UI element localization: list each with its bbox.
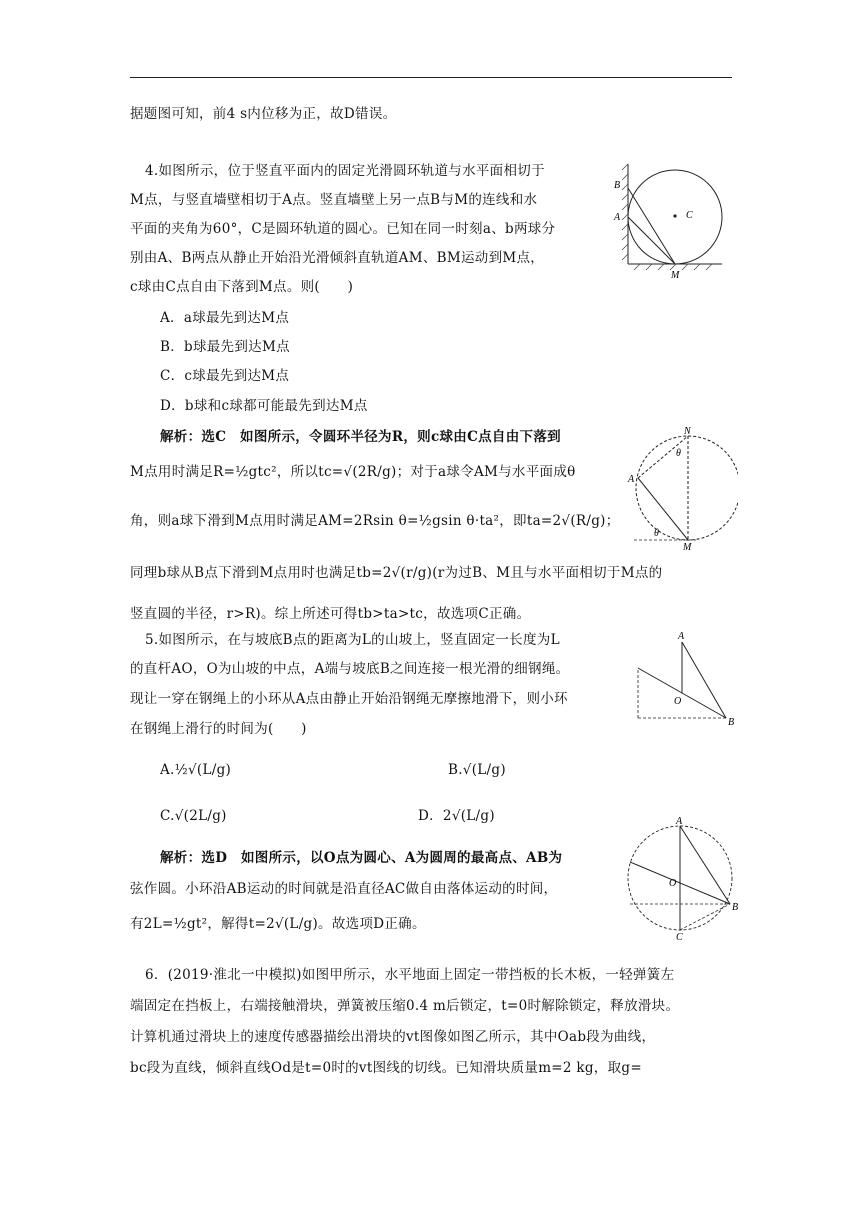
text-line: 角，则a球下滑到M点用时满足AM=2Rsin θ=½gsin θ·ta²，即ta=2√(R/g)； [130,513,620,529]
text-line: c球由C点自由下落到M点。则( ) [130,279,354,295]
label-n: N [684,426,691,437]
label-c: C [686,210,693,221]
label-a: A [614,212,621,223]
label-o: O [669,878,677,889]
question-6-stem: 6．(2019·淮北一中模拟)如图甲所示，水平地面上固定一带挡板的长木板，一轻弹簧左 [145,967,675,983]
text-line: 有2L=½gt²，解得t=2√(L/g)。故选项D正确。 [130,916,426,932]
option-5-b: B.√(L/g) [448,762,506,778]
option-d: D．b球和c球都可能最先到达M点 [160,398,368,414]
solution-4: 解析：选C 如图所示，令圆环半径为R，则c球由C点自由下落到 [160,429,561,445]
text-line: 现让一穿在钢绳上的小环从A点由静止开始沿钢绳无摩擦地滑下，则小环 [130,691,568,707]
solution-5-figure [626,814,742,942]
label-b: B [732,902,739,913]
option-c: C．c球最先到达M点 [160,368,290,384]
option-a: A．a球最先到达M点 [160,310,290,326]
text-line: 平面的夹角为60°，C是圆环轨道的圆心。已知在同一时刻a、b两球分 [130,221,556,237]
slope-figure [630,630,742,728]
label-a: A [628,474,635,485]
question-5-stem: 5.如图所示，在与坡底B点的距离为L的山坡上，竖直固定一长度为L [145,632,560,648]
header-rule [130,77,732,78]
label-o: O [674,696,682,707]
text-line: 在钢绳上滑行的时间为( ) [130,721,307,737]
label-m: M [683,542,692,550]
option-5-a: A.½√(L/g) [160,762,232,778]
label-a: A [676,816,683,827]
solution-5: 解析：选D 如图所示，以O点为圆心、A为圆周的最高点、AB为 [160,850,563,866]
text-line: bc段为直线，倾斜直线Od是t=0时的vt图线的切线。已知滑块质量m=2 kg，取g= [130,1060,642,1076]
theta-label: θ [676,448,681,459]
text-line: 的直杆AO，O为山坡的中点，A端与坡底B之间连接一根光滑的细钢绳。 [130,661,570,677]
circle-track-figure [610,158,735,280]
option-b: B．b球最先到达M点 [160,339,290,355]
label-b: B [614,180,621,191]
label-a: A [678,631,685,642]
text-line: 弦作圆。小环沿AB运动的时间就是沿直径AC做自由落体运动的时间， [130,881,558,897]
question-4-stem: 4.如图所示，位于竖直平面内的固定光滑圆环轨道与水平面相切于 [145,163,545,179]
option-5-d: D．2√(L/g) [418,808,495,824]
option-5-c: C.√(2L/g) [160,808,227,824]
text-line: 同理b球从B点下滑到M点用时也满足tb=2√(r/g)(r为过B、M且与水平面相切于M点的 [130,565,663,581]
text-line: 竖直圆的半径，r>R)。综上所述可得tb>ta>tc，故选项C正确。 [130,606,531,622]
label-c: C [676,932,683,942]
label-b: B [728,717,735,728]
text-line: 端固定在挡板上，右端接触滑块，弹簧被压缩0.4 m后锁定，t=0时解除锁定，释放滑块。 [130,998,680,1014]
text-line: M点用时满足R=½gtc²，所以tc=√(2R/g)；对于a球令AM与水平面成θ [130,464,576,480]
solution-4-figure [626,426,738,550]
text-line: 据题图可知，前4 s内位移为正，故D错误。 [130,106,397,122]
text-line: M点，与竖直墙壁相切于A点。竖直墙壁上另一点B与M的连线和水 [130,192,538,208]
theta-label: θ [654,528,659,539]
label-m: M [671,270,680,280]
text-line: 别由A、B两点从静止开始沿光滑倾斜直轨道AM、BM运动到M点， [130,250,545,266]
text-line: 计算机通过滑块上的速度传感器描绘出滑块的vt图像如图乙所示，其中Oab段为曲线， [130,1029,656,1045]
